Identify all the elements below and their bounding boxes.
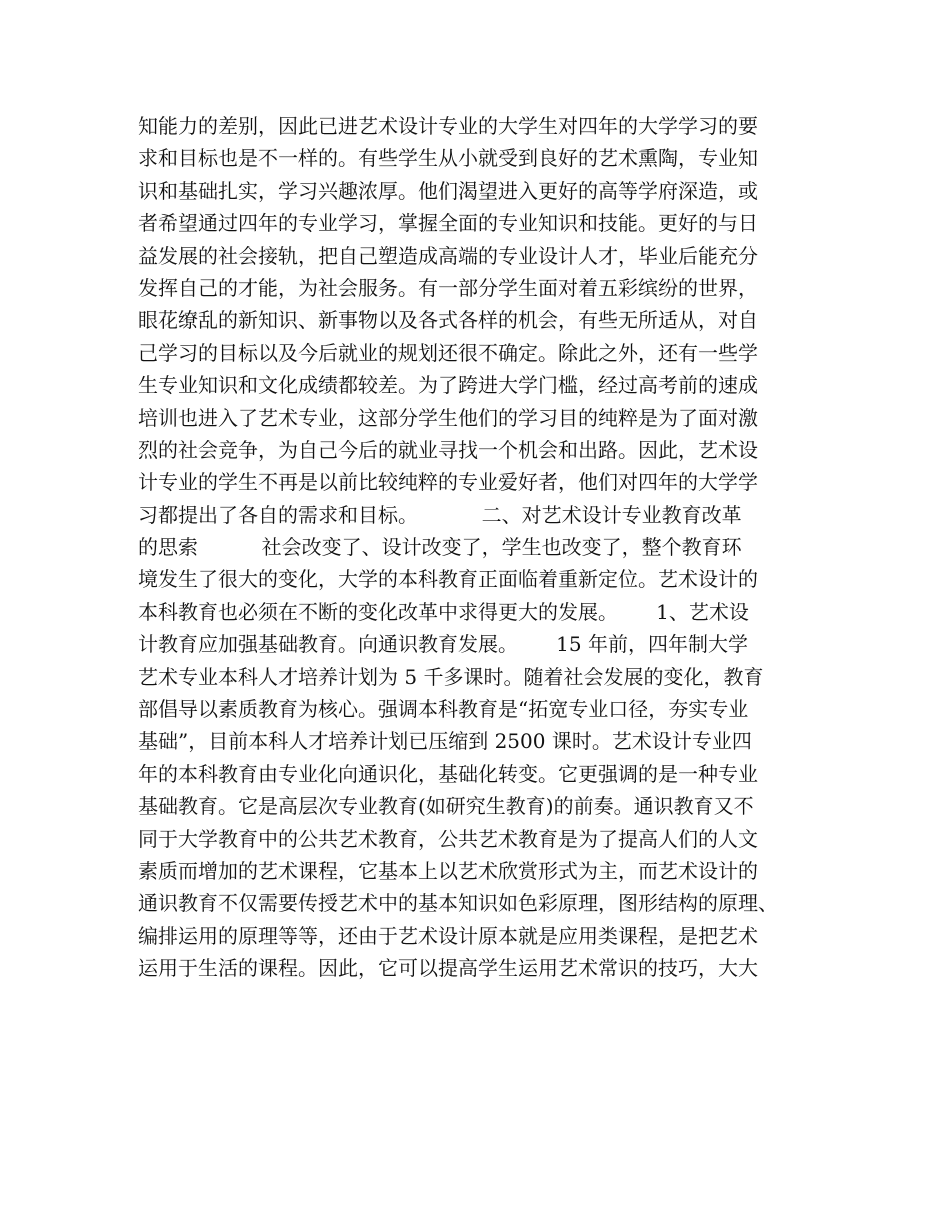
- text-line: 基础教育。它是高层次专业教育(如研究生教育)的前奏。通识教育又不: [138, 794, 754, 819]
- text-line: 境发生了很大的变化，大学的本科教育正面临着重新定位。艺术设计的: [138, 567, 758, 592]
- text-line: 计专业的学生不再是以前比较纯粹的专业爱好者，他们对四年的大学学: [138, 470, 758, 495]
- text-line: 烈的社会竞争，为自己今后的就业寻找一个机会和出路。因此，艺术设: [138, 437, 758, 462]
- text-line: 的思索 社会改变了、设计改变了，学生也改变了，整个教育环: [138, 535, 742, 560]
- text-line: 生专业知识和文化成绩都较差。为了跨进大学门槛，经过高考前的速成: [138, 373, 758, 398]
- text-line: 知能力的差别，因此已进艺术设计专业的大学生对四年的大学学习的要: [138, 114, 758, 138]
- text-line: 己学习的目标以及今后就业的规划还很不确定。除此之外，还有一些学: [138, 340, 758, 365]
- text-line: 益发展的社会接轨，把自己塑造成高端的专业设计人才，毕业后能充分: [138, 243, 758, 268]
- text-line: 运用于生活的课程。因此，它可以提高学生运用艺术常识的技巧，大大: [138, 956, 758, 981]
- text-line: 培训也进入了艺术专业，这部分学生他们的学习目的纯粹是为了面对激: [138, 405, 758, 430]
- text-line: 同于大学教育中的公共艺术教育，公共艺术教育是为了提高人们的人文: [138, 826, 758, 851]
- text-line: 眼花缭乱的新知识、新事物以及各式各样的机会，有些无所适从，对自: [138, 308, 758, 333]
- text-line: 素质而增加的艺术课程，它基本上以艺术欣赏形式为主，而艺术设计的: [138, 858, 758, 883]
- text-line: 发挥自己的才能，为社会服务。有一部分学生面对着五彩缤纷的世界，: [138, 275, 758, 300]
- text-line: 年的本科教育由专业化向通识化，基础化转变。它更强调的是一种专业: [138, 761, 758, 786]
- text-line: 通识教育不仅需要传授艺术中的基本知识如色彩原理，图形结构的原理、: [138, 891, 778, 916]
- text-line: 求和目标也是不一样的。有些学生从小就受到良好的艺术熏陶，专业知: [138, 146, 758, 171]
- text-line: 本科教育也必须在不断的变化改革中求得更大的发展。 1、艺术设: [138, 599, 749, 624]
- text-line: 习都提出了各自的需求和目标。 二、对艺术设计专业教育改革: [138, 502, 742, 527]
- text-line: 计教育应加强基础教育。向通识教育发展。 15 年前，四年制大学: [138, 632, 748, 657]
- text-line: 艺术专业本科人才培养计划为 5 千多课时。随着社会发展的变化，教育: [138, 664, 764, 689]
- body-text: [138, 110, 828, 985]
- text-line: 基础”，目前本科人才培养计划已压缩到 2500 课时。艺术设计专业四: [138, 729, 752, 754]
- text-line: 部倡导以素质教育为核心。强调本科教育是“拓宽专业口径，夯实专业: [138, 697, 749, 722]
- text-line: 者希望通过四年的专业学习，掌握全面的专业知识和技能。更好的与日: [138, 211, 758, 236]
- text-line: 编排运用的原理等等，还由于艺术设计原本就是应用类课程，是把艺术: [138, 923, 758, 948]
- text-line: 识和基础扎实，学习兴趣浓厚。他们渴望进入更好的高等学府深造，或: [138, 178, 758, 203]
